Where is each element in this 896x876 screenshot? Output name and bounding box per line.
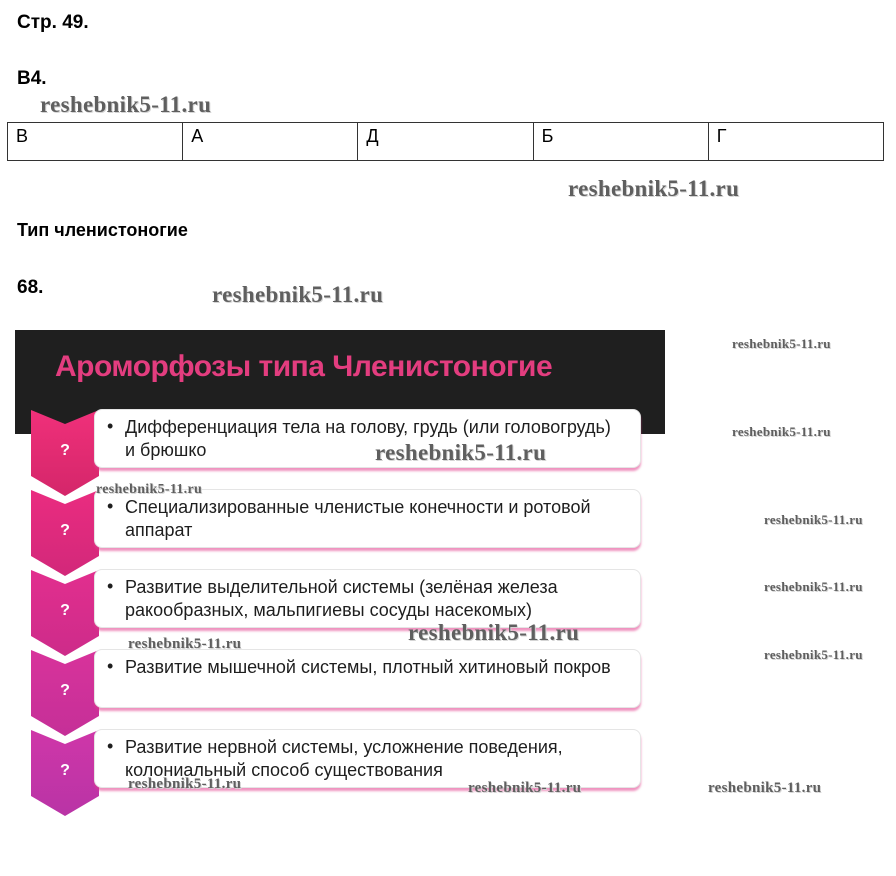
section-title: Тип членистоногие xyxy=(17,220,188,240)
list-item-text: Дифференциация тела на голову, грудь (или головогрудь) и брюшко xyxy=(125,417,611,460)
bullet-icon: • xyxy=(107,656,114,676)
chevron-marker xyxy=(31,410,99,502)
answer-cell: В xyxy=(8,123,183,161)
watermark: reshebnik5-11.ru xyxy=(568,176,740,201)
chevron-question-mark: ? xyxy=(60,682,70,699)
chevron-marker xyxy=(31,490,99,582)
list-item xyxy=(94,409,641,468)
chevron-question-mark: ? xyxy=(60,762,70,779)
watermark: reshebnik5-11.ru xyxy=(128,636,242,652)
task-label: В4. xyxy=(17,68,47,89)
bullet-icon: • xyxy=(107,576,114,596)
answer-cell: А xyxy=(183,123,358,161)
watermark: reshebnik5-11.ru xyxy=(732,424,831,439)
table-row xyxy=(8,123,884,161)
page-number: Стр. 49. xyxy=(17,12,89,33)
watermark: reshebnik5-11.ru xyxy=(764,579,863,594)
slide-title: Ароморфозы типа Членистоногие xyxy=(55,350,553,383)
watermark: reshebnik5-11.ru xyxy=(96,482,203,497)
bullet-icon: • xyxy=(107,736,114,756)
watermark: reshebnik5-11.ru xyxy=(408,620,580,645)
list-item-text: Специализированные членистые конечности и ротовой аппарат xyxy=(125,497,591,540)
list-item xyxy=(94,649,641,708)
answer-cell: Г xyxy=(708,123,883,161)
chevron-question-mark: ? xyxy=(60,602,70,619)
answer-table xyxy=(7,122,884,161)
watermark: reshebnik5-11.ru xyxy=(764,512,863,527)
answer-cell: Д xyxy=(358,123,533,161)
answer-cell: Б xyxy=(533,123,708,161)
watermark: reshebnik5-11.ru xyxy=(128,776,242,792)
question-number: 68. xyxy=(17,277,44,298)
watermark: reshebnik5-11.ru xyxy=(708,780,822,796)
watermark: reshebnik5-11.ru xyxy=(468,780,582,796)
chevron-marker xyxy=(31,650,99,742)
bullet-icon: • xyxy=(107,416,114,436)
aromorphosis-slide xyxy=(15,330,665,810)
chevron-question-mark: ? xyxy=(60,442,70,459)
chevron-marker xyxy=(31,730,99,822)
list-item-text: Развитие мышечной системы, плотный хитиновый покров xyxy=(125,657,611,677)
watermark: reshebnik5-11.ru xyxy=(40,92,212,117)
chevron-question-mark: ? xyxy=(60,522,70,539)
list-item-text: Развитие нервной системы, усложнение поведения, колониальный способ существования xyxy=(125,737,563,780)
list-item-text: Развитие выделительной системы (зелёная железа ракообразных, мальпигиевы сосуды насекомых) xyxy=(125,577,558,620)
watermark: reshebnik5-11.ru xyxy=(212,282,384,307)
chevron-marker xyxy=(31,570,99,662)
watermark: reshebnik5-11.ru xyxy=(375,440,547,465)
bullet-icon: • xyxy=(107,496,114,516)
watermark: reshebnik5-11.ru xyxy=(732,336,831,351)
watermark: reshebnik5-11.ru xyxy=(764,647,863,662)
